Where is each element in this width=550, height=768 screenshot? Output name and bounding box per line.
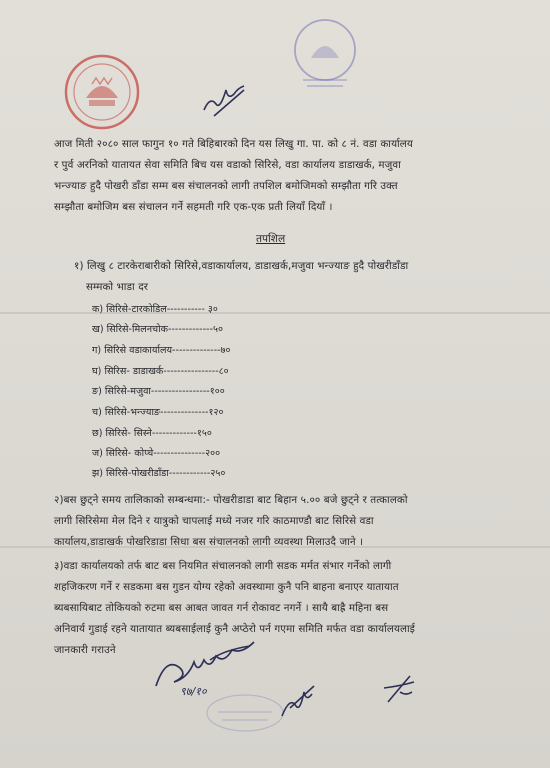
intro-paragraph <box>54 134 514 218</box>
blue-seal-icon <box>285 14 365 94</box>
intro-line: र पुर्व अरनिको यातायत सेवा समिति बिच यस वडाको सिरिसे, वडा कार्यालय डाडाखर्क, मजुवा <box>54 159 401 171</box>
fare-item <box>92 320 223 340</box>
fare-value: १०० <box>209 386 225 397</box>
fare-dashes: ---------------- <box>163 366 219 377</box>
fare-dashes: -------------- <box>160 407 209 418</box>
fare-label: क) सिरिसे-टारकोडिल <box>92 304 167 315</box>
item3-line: ३)वडा कार्यालयको तर्फ बाट बस नियमित संचालनको लागी सडक मर्मत संभार गर्नेको लागी <box>54 560 392 572</box>
fare-label: झ) सिरिसे-पोखरीडाँडा <box>92 468 169 479</box>
fare-label: ख) सिरिसे-मिलनचोक <box>92 324 168 335</box>
fare-item <box>92 424 212 444</box>
fare-item <box>92 382 225 402</box>
fare-item <box>92 362 229 382</box>
fare-label: च) सिरिसे-भन्ज्याङ <box>92 407 161 418</box>
fare-dashes: -------------- <box>172 345 221 356</box>
item1-paragraph <box>74 256 514 298</box>
fare-item <box>92 300 218 320</box>
item3-line: ब्यबसायिबाट तोकियको रुटमा बस आबत जावत गर्न रोकावट नगर्ने । सायै बाह्रै महिना बस <box>54 602 389 614</box>
fare-value: २५० <box>210 468 226 479</box>
fare-label: घ) सिरिस- डाडाखर्क <box>92 366 164 377</box>
fare-dashes: ----------- <box>166 304 205 315</box>
signature-icon <box>276 676 326 722</box>
fare-item <box>92 341 230 361</box>
fare-value: १५० <box>196 428 212 439</box>
item2-line: कार्यालय,डाडाखर्क पोखरिडाडा सिधा बस संचालनको लागी व्यवस्था मिलाउदै जाने । <box>54 536 364 548</box>
section-heading: तपशिल <box>256 233 286 245</box>
signature-date: ९७/१० <box>180 685 207 698</box>
red-seal-icon <box>62 52 142 132</box>
fare-dashes: ------------- <box>167 324 213 335</box>
fare-item <box>92 403 223 423</box>
item3-line: शहजिकरण गर्ने र सडकमा बस गुडन योग्य रहेको अवस्थामा कुनै पनि बाहना बनाएर यातायात <box>54 581 399 593</box>
intro-line: आज मिती २०८० साल फागुन १० गते बिहिबारको दिन यस लिखु गा. पा. को ८ नं. वडा कार्यालय <box>54 138 413 150</box>
fare-dashes: ------------ <box>168 468 211 479</box>
intro-line: सम्झौता बमोजिम बस संचालन गर्ने सहमती गरि एक-एक प्रती लियाँ दियाँ । <box>54 201 333 213</box>
fare-label: ग) सिरिसे वडाकार्यालय <box>92 345 173 356</box>
fare-label: छ) सिरिसे- सिस्ने <box>92 428 152 439</box>
fare-value: ५० <box>212 324 223 335</box>
paper-crease <box>0 312 550 314</box>
fare-dashes: ----------------- <box>150 386 210 397</box>
fare-value: १२० <box>208 407 224 418</box>
handwritten-reference-icon <box>198 80 254 120</box>
item1-line: सम्मको भाडा दर <box>86 281 149 293</box>
item2-paragraph <box>54 490 516 553</box>
fare-item <box>92 464 225 484</box>
intro-line: भन्ज्याङ हुदै पोखरी डाँडा सम्म बस संचालनको लागी तपशिल बमोजिमको सम्झौता गरि उक्त <box>54 180 398 192</box>
fare-value: २०० <box>205 448 221 459</box>
fare-value: ७० <box>220 345 231 356</box>
item1-line: १) लिखु ८ टारकेराबारीको सिरिसे,वडाकार्यालय, डाडाखर्क,मजुवा भन्ज्याङ हुदै पोखरीडाँडा <box>74 260 409 272</box>
fare-value: ८० <box>218 366 229 377</box>
fare-dashes: ------------- <box>151 428 197 439</box>
fare-item <box>92 444 220 464</box>
item3-paragraph <box>54 556 516 661</box>
fare-dashes: --------------- <box>153 448 206 459</box>
item3-line: अनिवार्य गुडाई रहने यातायात ब्यबसाईलाई कुनै अप्ठेरो पर्न गएमा समिति मर्फत वडा कार्यालयलाई <box>54 623 415 635</box>
fare-label: ङ) सिरिसे-मजुवा <box>92 386 151 397</box>
item2-line: २)बस छुट्ने समय तालिकाको सम्बन्धमा:- पोखरीडाडा बाट बिहान ५.०० बजे छुट्ने र तत्कालको <box>54 494 408 506</box>
item2-line: लागी सिरिसेमा मेल दिने र यात्रुको चापलाई मध्ये नजर गरि काठमाण्डौ बाट सिरिसे वडा <box>54 515 374 527</box>
fare-label: ज) सिरिसे- कोप्चे <box>92 448 154 459</box>
signature-icon <box>380 668 424 708</box>
item3-line: जानकारी गराउने <box>54 644 116 656</box>
fare-value: ३० <box>207 304 218 315</box>
